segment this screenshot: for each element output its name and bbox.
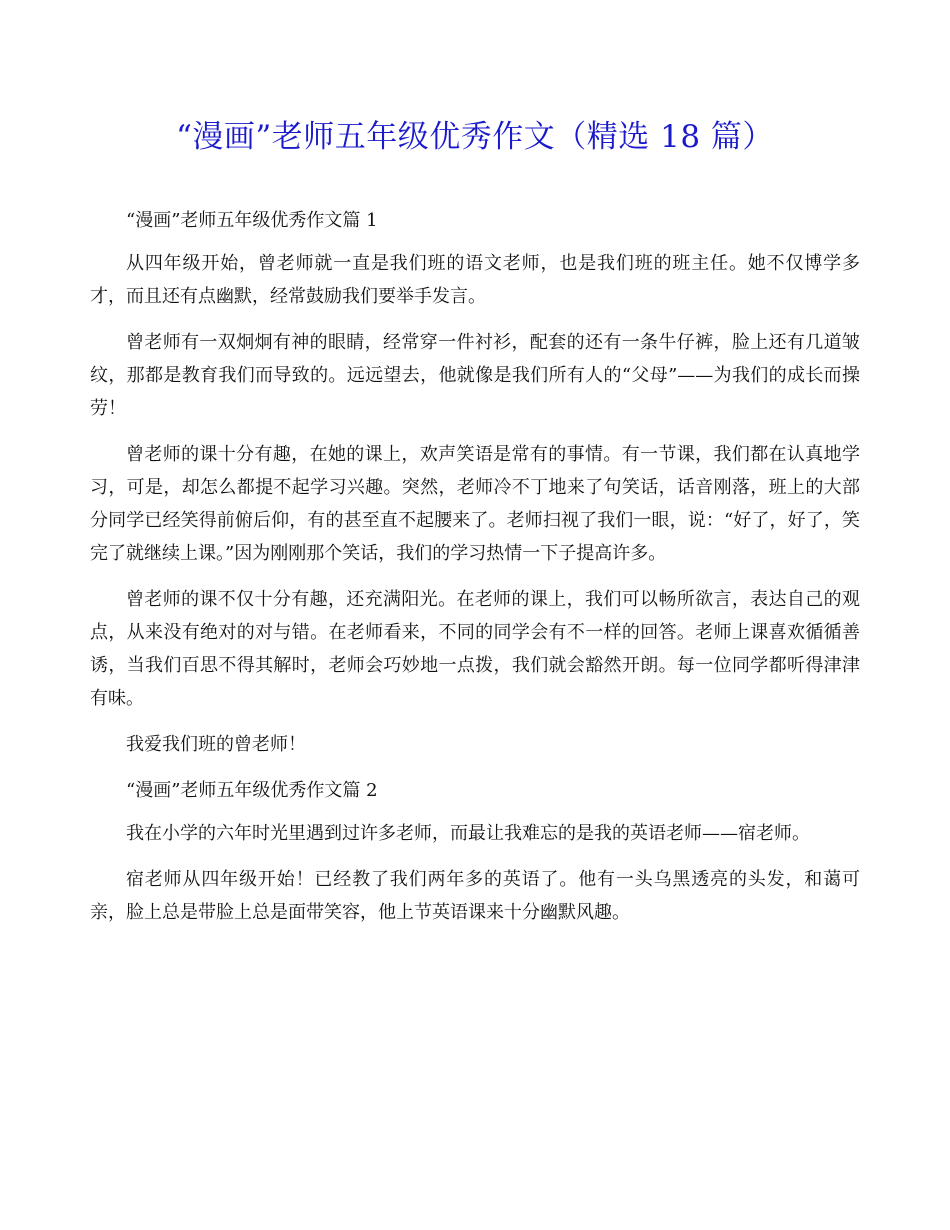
document-title: “漫画”老师五年级优秀作文（精选 18 篇） xyxy=(176,119,774,155)
paragraph: 我爱我们班的曾老师！ xyxy=(126,734,306,755)
paragraph: 曾老师有一双炯炯有神的眼睛，经常穿一件衬衫，配套的还有一条牛仔裤，脸上还有几道皱纹，那都是教育我们而导致的。远远望去，他就像是我们所有人的“父母”——为我们的成长而操劳！ xyxy=(90,332,860,419)
section-heading-1: “漫画”老师五年级优秀作文篇 1 xyxy=(126,210,378,231)
paragraph: 宿老师从四年级开始！已经教了我们两年多的英语了。他有一头乌黑透亮的头发，和蔼可亲，脸上总是带脸上总是面带笑容，他上节英语课来十分幽默风趣。 xyxy=(90,869,860,923)
paragraph: 曾老师的课不仅十分有趣，还充满阳光。在老师的课上，我们可以畅所欲言，表达自己的观点，从来没有绝对的对与错。在老师看来，不同的同学会有不一样的回答。老师上课喜欢循循善诱，当我们百思不得其解时，老师会巧妙地一点拨，我们就会豁然开朗。每一位同学都听得津津有味。 xyxy=(90,589,860,709)
section-heading-2: “漫画”老师五年级优秀作文篇 2 xyxy=(126,780,378,801)
document-body xyxy=(90,204,860,942)
paragraph: 从四年级开始，曾老师就一直是我们班的语文老师，也是我们班的班主任。她不仅博学多才，而且还有点幽默，经常鼓励我们要举手发言。 xyxy=(90,253,860,307)
paragraph: 我在小学的六年时光里遇到过许多老师，而最让我难忘的是我的英语老师——宿老师。 xyxy=(126,823,810,844)
paragraph: 曾老师的课十分有趣，在她的课上，欢声笑语是常有的事情。有一节课，我们都在认真地学习，可是，却怎么都提不起学习兴趣。突然，老师冷不丁地来了句笑话，话音刚落，班上的大部分同学已经笑得前俯后仰，有的甚至直不起腰来了。老师扫视了我们一眼，说：“好了，好了，笑完了就继续上课。”因为刚刚那个笑话，我们的学习热情一下子提高许多。 xyxy=(90,444,860,564)
